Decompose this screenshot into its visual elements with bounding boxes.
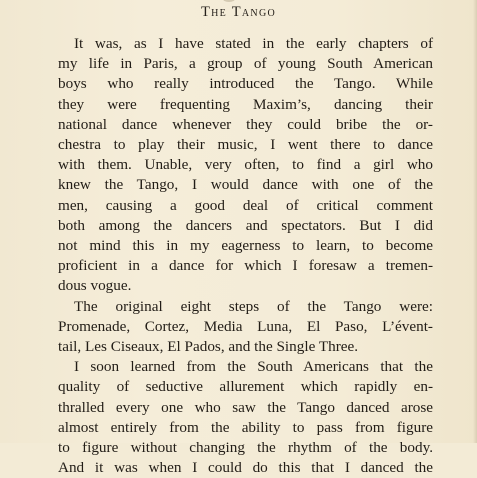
page-edge-shadow — [473, 0, 477, 443]
text-line: I soon learned from the South Americans that the — [74, 358, 433, 376]
text-line: they were frequenting Maxim’s, dancing their — [58, 95, 433, 113]
text-line: knew the Tango, I would dance with one of the — [58, 176, 433, 194]
text-line: boys who really introduced the Tango. While — [58, 75, 433, 93]
text-line: both among the dancers and spectators. But I did — [58, 216, 433, 234]
text-line: chestra to play their music, I went there to dance — [58, 136, 433, 154]
text-line: almost entirely from the ability to pass from figure — [58, 418, 433, 436]
text-line: proficient in a dance for which I foresaw a tremen- — [58, 257, 433, 275]
text-line: men, causing a good deal of critical comment — [58, 196, 433, 214]
text-line: Promenade, Cortez, Media Luna, El Paso, L’évent- — [58, 317, 433, 335]
text-line: The original eight steps of the Tango were: — [74, 297, 433, 315]
page-smudge — [223, 0, 235, 2]
text-line: It was, as I have stated in the early chapters of — [74, 35, 433, 52]
text-line: dous vogue. — [58, 277, 132, 295]
text-line: thralled every one who saw the Tango danced arose — [58, 398, 433, 416]
text-line: national dance whenever they could bribe the or- — [58, 115, 433, 133]
text-line: quality of seductive allurement which rapidly en- — [58, 378, 433, 396]
body-text — [58, 34, 433, 478]
text-line: my life in Paris, a group of young South American — [58, 55, 433, 73]
text-line: not mind this in my eagerness to learn, to become — [58, 237, 433, 255]
running-head: The Tango — [201, 4, 276, 20]
text-line: And it was when I could do this that I danced the — [58, 459, 433, 477]
text-line: tail, Les Ciseaux, El Pados, and the Single Three. — [58, 338, 359, 356]
text-line: to figure without changing the rhythm of the body. — [58, 439, 433, 457]
text-line: with them. Unable, very often, to find a girl who — [58, 156, 433, 174]
